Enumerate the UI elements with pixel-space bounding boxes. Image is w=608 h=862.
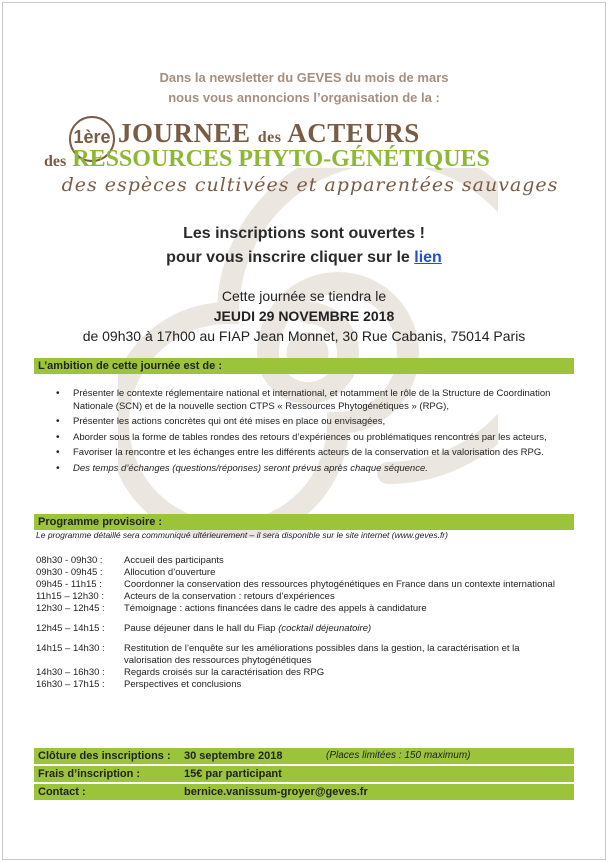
row-time: 11h15 – 12h30 :: [36, 591, 104, 602]
table-row: [36, 579, 566, 591]
closing-label: Clôture des inscriptions :: [38, 750, 171, 762]
contact-bar: [34, 784, 574, 800]
row-time: 14h15 – 14h30 :: [36, 643, 105, 654]
registration-headline: [0, 222, 608, 270]
intro-line-1: Dans la newsletter du GEVES du mois de mars: [159, 70, 449, 85]
table-row: [36, 591, 566, 603]
closing-note: (Places limitées : 150 maximum): [326, 750, 471, 761]
closing-bar: [34, 748, 574, 764]
logo-acteurs: ACTEURS: [287, 118, 420, 148]
row-text-main: Pause déjeuner dans le hall du Fiap: [124, 623, 276, 634]
table-row: [36, 567, 566, 579]
logo-ressources: RESSOURCES PHYTO-GÉNÉTIQUES: [72, 146, 490, 172]
headline-line-2: [0, 246, 608, 270]
table-row: [36, 667, 566, 679]
table-row: [36, 615, 566, 635]
logo-journee: JOURNEE: [118, 118, 251, 148]
table-row: [36, 679, 566, 691]
row-text: Accueil des participants: [124, 555, 224, 566]
closing-value: 30 septembre 2018: [184, 750, 283, 762]
row-time: 09h45 - 11h15 :: [36, 579, 102, 590]
headline-prefix: pour vous inscrire cliquer sur le: [166, 249, 410, 266]
list-item: • Favoriser la rencontre et les échanges entre les différents acteurs de la conservation et la valorisation des RPG.: [56, 447, 556, 460]
list-item: • Présenter le contexte réglementaire national et international, et notamment le rôle de la Structure de Coordination Nationale (SCN) et de la nouvelle section CTPS « Ressources Phytogénétiques » (RPG),: [56, 388, 556, 413]
intro-text: [0, 68, 608, 108]
row-text-extra: (cocktail déjeunatoire): [278, 623, 372, 634]
event-date: JEUDI 29 NOVEMBRE 2018: [213, 308, 395, 324]
fee-value: 15€ par participant: [184, 768, 282, 780]
event-venue: de 09h30 à 17h00 au FIAP Jean Monnet, 30 Rue Cabanis, 75014 Paris: [82, 328, 526, 344]
intro-line-2: nous vous annoncions l’organisation de la :: [168, 90, 440, 105]
logo-line-2: [44, 146, 490, 173]
row-text: Allocution d’ouverture: [124, 567, 216, 578]
row-text: [124, 615, 566, 635]
list-item: • Présenter les actions concrètes qui ont été mises en place ou envisagées,: [56, 416, 556, 429]
row-time: 09h30 - 09h45 :: [36, 567, 103, 578]
logo-des-1: des: [257, 129, 282, 146]
list-item: • Aborder sous la forme de tables rondes des retours d’expériences ou problématiques rencontrés par les acteurs,: [56, 432, 556, 445]
row-time: 14h30 – 16h30 :: [36, 667, 105, 678]
table-row: [36, 603, 566, 615]
logo-line-1: [118, 118, 420, 149]
list-item: • Des temps d’échanges (questions/réponses) seront prévus après chaque séquence.: [56, 463, 556, 476]
table-row: [36, 635, 566, 667]
row-text: Restitution de l’enquête sur les améliorations possibles dans la gestion, la caractérisation et la valorisation des ressources phytogénétiques: [124, 643, 520, 666]
row-time: 12h45 – 14h15 :: [36, 623, 105, 634]
logo-ordinal: 1ère: [69, 116, 115, 162]
row-text: Coordonner la conservation des ressources phytogénétiques en France dans un contexte international: [124, 579, 555, 590]
logo-tagline: des espèces cultivées et apparentées sauvages: [61, 174, 559, 196]
row-text: Regards croisés sur la caractérisation des RPG: [124, 667, 325, 678]
programme-note: Le programme détaillé sera communiqué ultérieurement – il sera disponible sur le site internet (www.geves.fr): [36, 530, 448, 540]
table-row: [36, 555, 566, 567]
date-line-1: Cette journée se tiendra le: [221, 288, 387, 304]
contact-email[interactable]: bernice.vanissum-groyer@geves.fr: [184, 786, 368, 798]
event-date-block: [0, 286, 608, 346]
headline-line-1: Les inscriptions sont ouvertes !: [183, 225, 425, 242]
row-text: Acteurs de la conservation : retours d’expériences: [124, 591, 335, 602]
event-logo: [40, 110, 580, 210]
contact-label: Contact :: [38, 786, 86, 798]
registration-link[interactable]: lien: [414, 249, 442, 266]
row-time: 08h30 - 09h30 :: [36, 555, 103, 566]
fee-label: Frais d’inscription :: [38, 768, 141, 780]
row-time: 16h30 – 17h15 :: [36, 679, 105, 690]
fee-bar: [34, 766, 574, 782]
ambition-title: L’ambition de cette journée est de :: [34, 358, 574, 374]
programme-table: [36, 555, 566, 691]
row-text: Témoignage : actions financées dans le cadre des appels à candidature: [124, 603, 427, 614]
logo-des-2: des: [44, 153, 67, 170]
ambition-list: [56, 388, 556, 478]
row-text: Perspectives et conclusions: [124, 679, 242, 690]
row-time: 12h30 – 12h45 :: [36, 603, 105, 614]
programme-title: Programme provisoire :: [34, 514, 574, 530]
